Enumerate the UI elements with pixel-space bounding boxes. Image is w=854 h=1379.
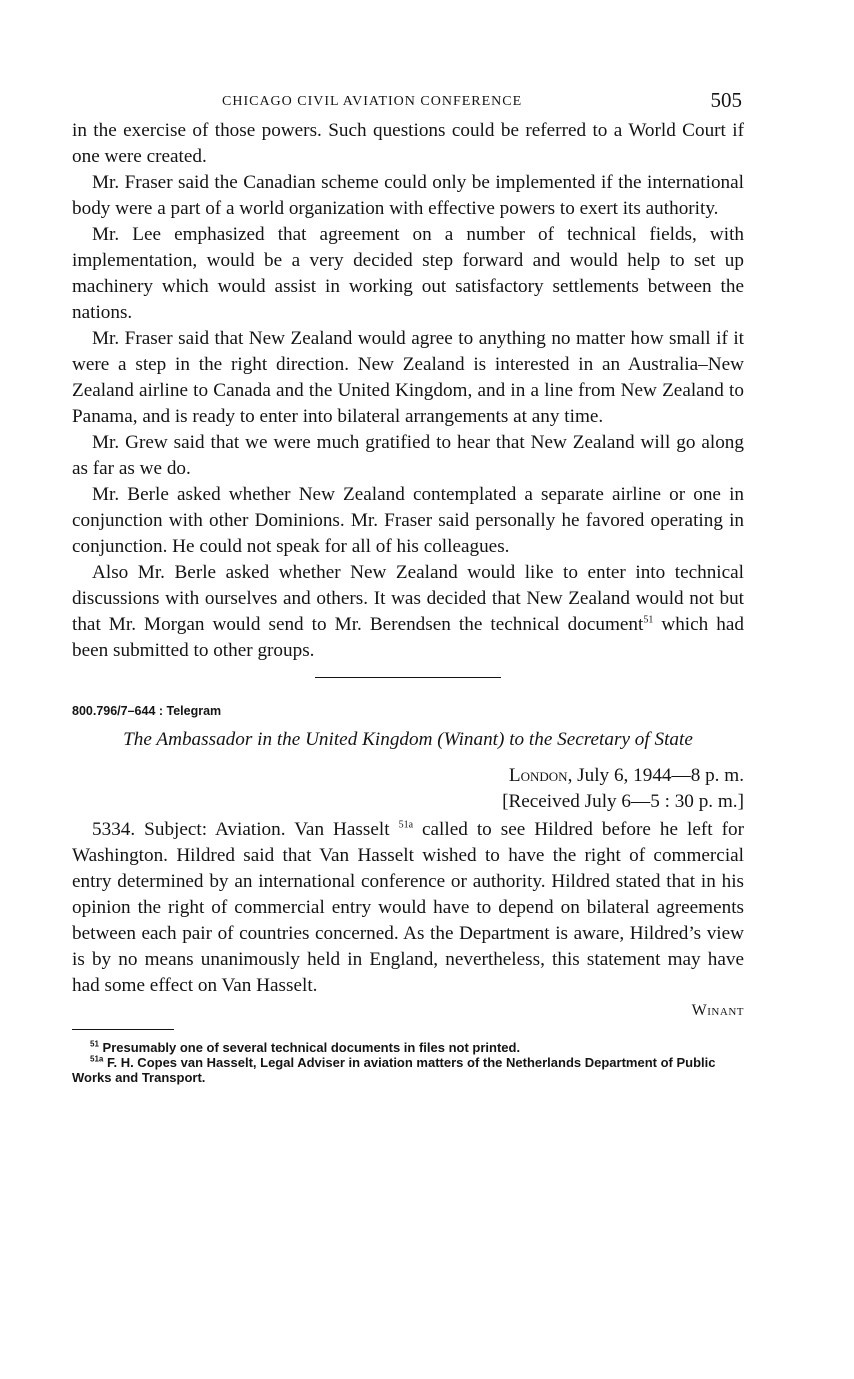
date-received: [Received July 6—5 : 30 p. m.] [502,791,744,812]
footnote [72,1055,744,1085]
footnote-reference: 51 [643,614,654,626]
paragraph-fraser-canadian-scheme: Mr. Fraser said the Canadian scheme could only be implemented if the international body were a part of a world organization with effective powers to exert its authority. [72,172,744,219]
footnote-mark: 51 [90,1039,99,1049]
paragraph-text: Also Mr. Berle asked whether New Zealand would like to enter into technical discussions with ourselves and others. It was decided that New Zealand would not but that Mr. Morgan would send to Mr. Berendsen the technical document [72,562,744,635]
paragraph-continued: in the exercise of those powers. Such questions could be referred to a World Court if one were created. [72,120,744,167]
signature: Winant [691,1002,744,1019]
telegram-body [72,817,744,999]
paragraph-text: which had been submitted to other groups. [72,614,744,661]
footnote-reference: 51a [398,819,414,831]
footnote-text: Presumably one of several technical documents in files not printed. [98,1040,521,1055]
file-reference: 800.796/7–644 : Telegram [72,704,222,718]
conference-minutes [72,118,744,664]
footnotes [72,1040,744,1085]
place: London [508,765,568,786]
paragraph-fraser-new-zealand: Mr. Fraser said that New Zealand would agree to anything no matter how small if it were a step in the right direction. New Zealand is interested in an Australia–New Zealand airline to Canada and the United Kingdom, and in a line from New Zealand to Panama, and is ready to enter into bilateral arrangements at any time. [72,328,744,427]
footnote-text: F. H. Copes van Hasselt, Legal Adviser in aviation matters of the Netherlands Department of Public Works and Transport. [72,1055,716,1085]
paragraph-text: 5334. Subject: Aviation. Van Hasselt [92,819,390,840]
running-head [72,88,744,118]
footnote-mark: 51a [90,1054,104,1064]
document-page [72,88,744,1085]
footnote [72,1040,744,1055]
footnote-rule [72,1029,174,1030]
document-title: The Ambassador in the United Kingdom (Winant) to the Secretary of State [123,729,693,750]
paragraph-text: called to see Hildred before he left for Washington. Hildred said that Van Hasselt wished to have the right of commercial entry determined by an international conference or authority. Hildred stated that in his opinion the right of commercial entry would have to depend on bilateral agreements between each pair of countries concerned. As the Department is aware, Hildred’s view is by no means unanimously held in England, nevertheless, this statement may have had some effect on Van Hasselt. [72,819,744,996]
telegram-paragraph [72,817,744,999]
paragraph-lee-technical-fields: Mr. Lee emphasized that agreement on a number of technical fields, with implementation, would be a very decided step forward and would help to set up machinery which would assist in working out satisfactory settlements between the nations. [72,224,744,323]
section-divider [315,677,501,678]
running-title: CHICAGO CIVIL AVIATION CONFERENCE [222,94,523,109]
date-sent [72,763,744,789]
paragraph-grew: Mr. Grew said that we were much gratified to hear that New Zealand will go along as far as we do. [72,432,744,479]
dateline [72,763,744,815]
paragraph-berle-airline: Mr. Berle asked whether New Zealand contemplated a separate airline or one in conjunction with other Dominions. Mr. Fraser said personally he favored operating in conjunction. He could not speak for all of his colleagues. [72,484,744,557]
date: , July 6, 1944—8 p. m. [567,765,744,786]
page-number: 505 [710,88,742,112]
paragraph-berle-technical-discussions [72,560,744,664]
